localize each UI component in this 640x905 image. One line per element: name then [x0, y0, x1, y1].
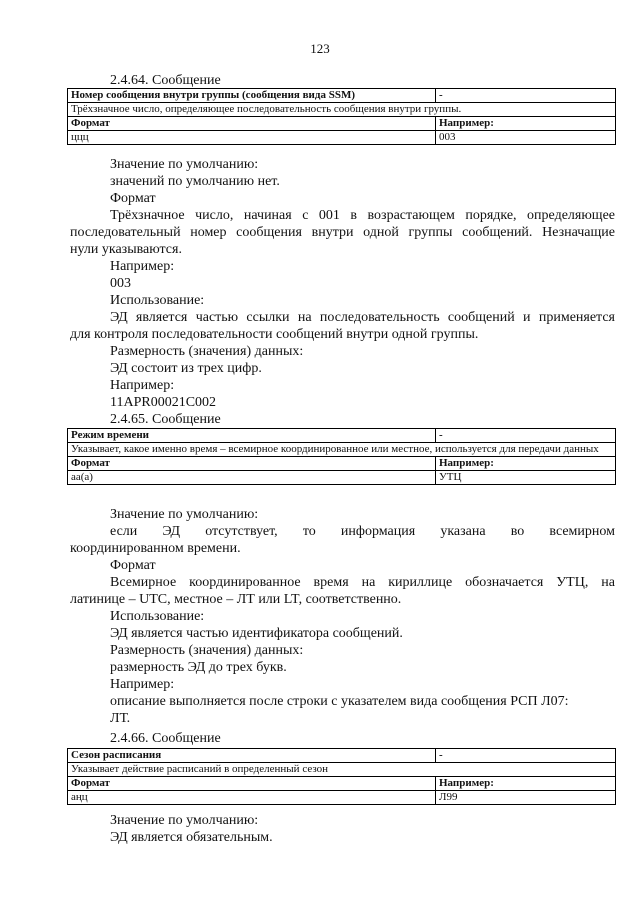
- format-header-cell: Формат: [68, 117, 436, 131]
- format-value-cell: аа(а): [68, 471, 436, 485]
- element-name-cell: Номер сообщения внутри группы (сообщения вида SSM): [68, 89, 436, 103]
- text-line: Значение по умолчанию:: [110, 157, 259, 172]
- text-line: ЛТ.: [110, 711, 131, 726]
- format-header-cell: Формат: [68, 457, 436, 471]
- data-element-table: [67, 428, 616, 485]
- text-line: координированном времени.: [70, 541, 241, 556]
- page-number: 123: [310, 41, 330, 56]
- format-value-cell: ццц: [68, 131, 436, 145]
- text-line: ЭД является обязательным.: [110, 830, 273, 845]
- text-line: размерность ЭД до трех букв.: [110, 660, 287, 675]
- text-line: Размерность (значения) данных:: [110, 344, 304, 359]
- data-element-table: [67, 748, 616, 805]
- text-line: нули указываются.: [70, 242, 182, 257]
- section-heading: 2.4.64. Сообщение: [110, 73, 221, 88]
- example-header-cell: Например:: [436, 117, 616, 131]
- text-line: если ЭД отсутствует, то информация указана во всемирном: [110, 524, 615, 539]
- text-line: Например:: [110, 259, 175, 274]
- text-line: Например:: [110, 378, 175, 393]
- section-heading: 2.4.66. Сообщение: [110, 731, 221, 746]
- format-header-cell: Формат: [68, 777, 436, 791]
- text-line: ЭД является частью идентификатора сообщений.: [110, 626, 403, 641]
- example-header-cell: Например:: [436, 777, 616, 791]
- text-line: Всемирное координированное время на кириллице обозначается УТЦ, на: [110, 575, 615, 590]
- element-description-cell: Трёхзначное число, определяющее последовательность сообщения внутри группы.: [68, 103, 616, 117]
- text-line: описание выполняется после строки с указателем вида сообщения РСП Л07:: [110, 694, 569, 709]
- element-description-cell: Указывает, какое именно время – всемирное координированное или местное, используется для передачи данных: [68, 443, 616, 457]
- example-header-cell: Например:: [436, 457, 616, 471]
- text-line: 003: [110, 276, 131, 291]
- element-name-value-cell: -: [436, 89, 616, 103]
- text-line: Формат: [110, 191, 156, 206]
- element-name-value-cell: -: [436, 749, 616, 763]
- text-line: последовательный номер сообщения внутри одной группы сообщений. Незначащие: [70, 225, 615, 240]
- text-line: Например:: [110, 677, 175, 692]
- example-value-cell: УТЦ: [436, 471, 616, 485]
- text-line: значений по умолчанию нет.: [110, 174, 280, 189]
- text-line: 11APR00021C002: [110, 395, 217, 410]
- element-name-cell: Режим времени: [68, 429, 436, 443]
- element-name-value-cell: -: [436, 429, 616, 443]
- text-line: ЭД является частью ссылки на последовательность сообщений и применяется: [110, 310, 615, 325]
- text-line: Формат: [110, 558, 156, 573]
- text-line: Использование:: [110, 293, 205, 308]
- section-heading: 2.4.65. Сообщение: [110, 412, 221, 427]
- text-line: Размерность (значения) данных:: [110, 643, 304, 658]
- text-line: Значение по умолчанию:: [110, 813, 259, 828]
- example-value-cell: Л99: [436, 791, 616, 805]
- text-line: латинице – UTC, местное – ЛТ или LT, соответственно.: [70, 592, 402, 607]
- text-line: ЭД состоит из трех цифр.: [110, 361, 262, 376]
- text-line: Использование:: [110, 609, 205, 624]
- data-element-table: [67, 88, 616, 145]
- text-line: для контроля последовательности сообщений внутри одной группы.: [70, 327, 479, 342]
- format-value-cell: аңц: [68, 791, 436, 805]
- text-line: Значение по умолчанию:: [110, 507, 259, 522]
- example-value-cell: 003: [436, 131, 616, 145]
- element-name-cell: Сезон расписания: [68, 749, 436, 763]
- text-line: Трёхзначное число, начиная с 001 в возрастающем порядке, определяющее: [110, 208, 615, 223]
- element-description-cell: Указывает действие расписаний в определенный сезон: [68, 763, 616, 777]
